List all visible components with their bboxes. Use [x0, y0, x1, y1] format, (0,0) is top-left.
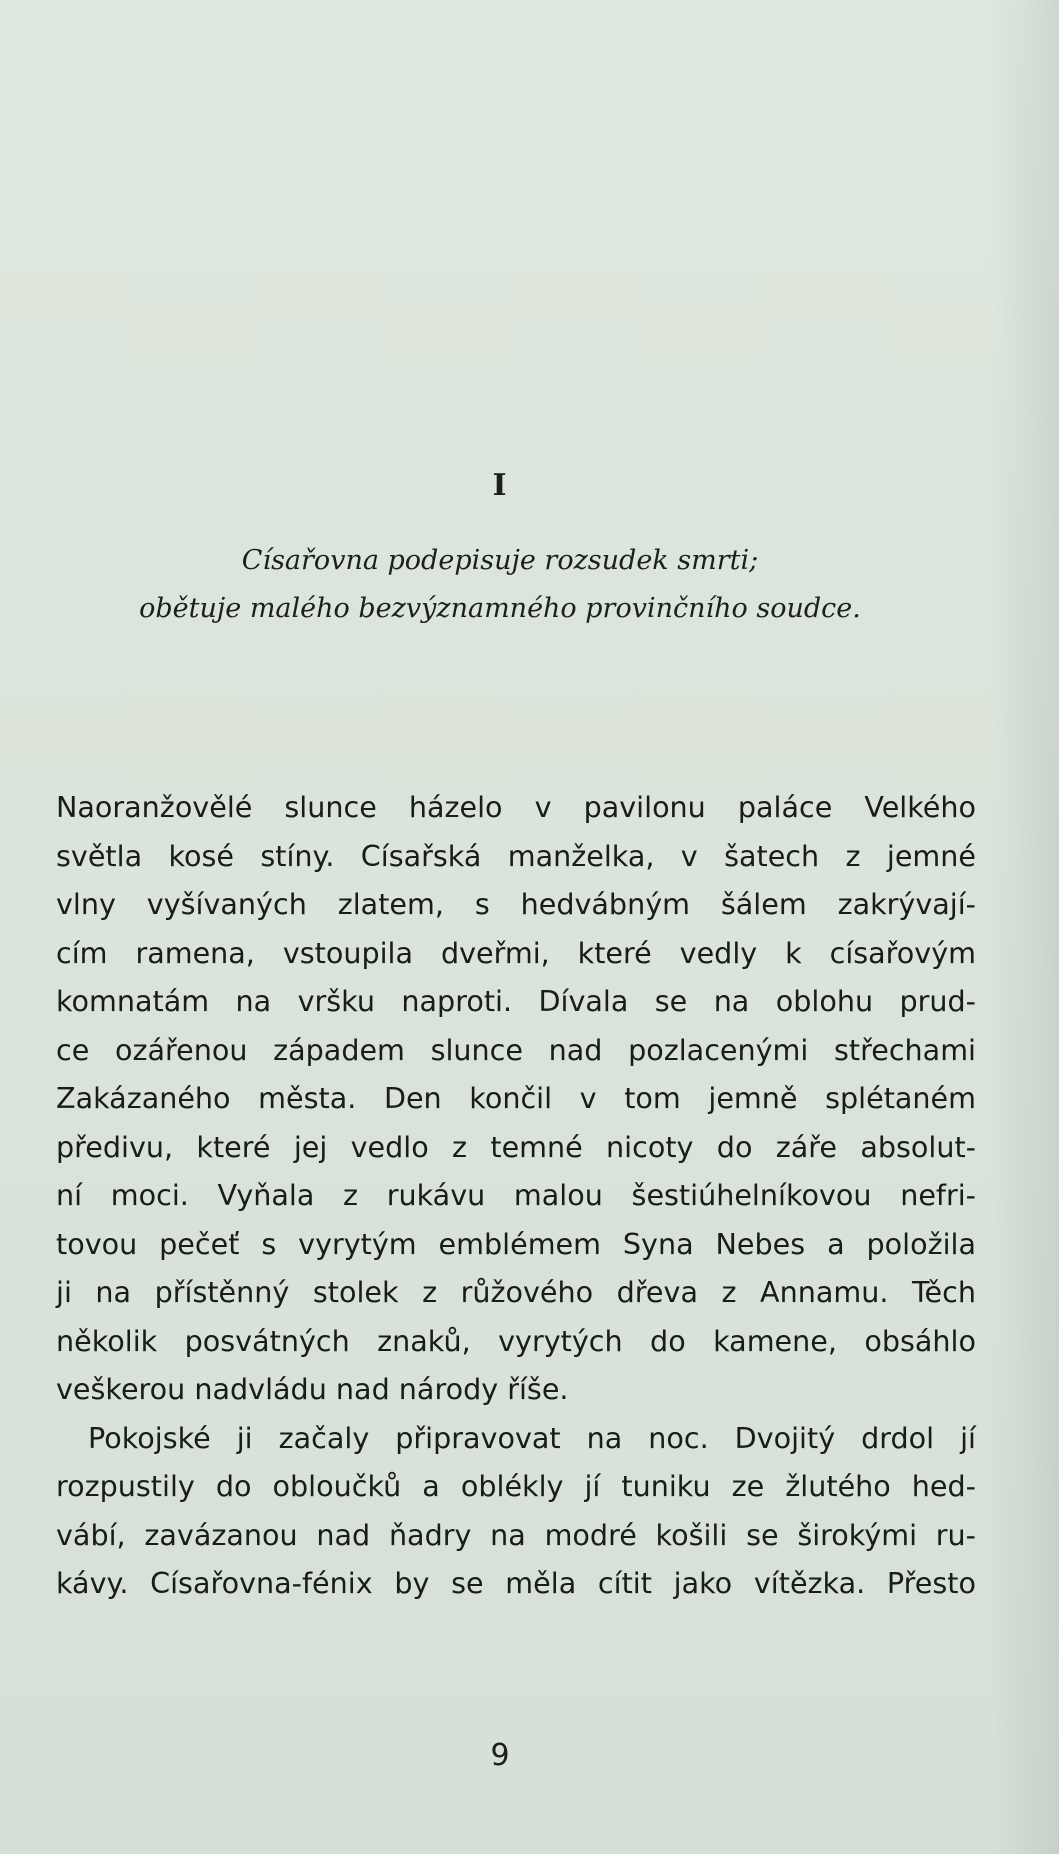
- body-line: ní moci. Vyňala z rukávu malou šestiúhelníkovou nefri-: [56, 1178, 976, 1212]
- body-line: ji na přístěnný stolek z růžového dřeva z Annamu. Těch: [56, 1275, 976, 1309]
- body-line: vlny vyšívaných zlatem, s hedvábným šálem zakrývají-: [56, 887, 976, 921]
- chapter-subtitle-line-2: obětuje malého bezvýznamného provinčního soudce.: [139, 593, 861, 624]
- page-number: 9: [490, 1738, 510, 1773]
- body-line: Pokojské ji začaly připravovat na noc. Dvojitý drdol jí: [88, 1420, 976, 1455]
- chapter-number: I: [492, 468, 508, 503]
- body-line: komnatám na vršku naproti. Dívala se na oblohu prud-: [56, 984, 976, 1018]
- body-line: vábí, zavázanou nad ňadry na modré košili se širokými ru-: [56, 1517, 976, 1552]
- body-line: Naoranžovělé slunce házelo v pavilonu paláce Velkého: [56, 790, 976, 824]
- body-line: tovou pečeť s vyrytým emblémem Syna Nebes a položila: [56, 1226, 976, 1261]
- chapter-subtitle-line-1: Císařovna podepisuje rozsudek smrti;: [241, 545, 759, 576]
- body-line: světla kosé stíny. Císařská manželka, v šatech z jemné: [56, 838, 976, 873]
- body-line: předivu, které jej vedlo z temné nicoty do záře absolut-: [56, 1129, 976, 1164]
- body-line: rozpustily do obloučků a oblékly jí tuniku ze žlutého hed-: [56, 1469, 976, 1503]
- body-line: cím ramena, vstoupila dveřmi, které vedly k císařovým: [56, 935, 976, 970]
- body-line: několik posvátných znaků, vyrytých do kamene, obsáhlo: [56, 1323, 976, 1358]
- body-line: Zakázaného města. Den končil v tom jemně splétaném: [56, 1081, 976, 1115]
- body-line: ce ozářenou západem slunce nad pozlacenými střechami: [56, 1032, 976, 1067]
- body-line: kávy. Císařovna-fénix by se měla cítit jako vítězka. Přesto: [56, 1566, 976, 1600]
- body-text: [56, 783, 976, 1608]
- body-line: veškerou nadvládu nad národy říše.: [56, 1372, 569, 1406]
